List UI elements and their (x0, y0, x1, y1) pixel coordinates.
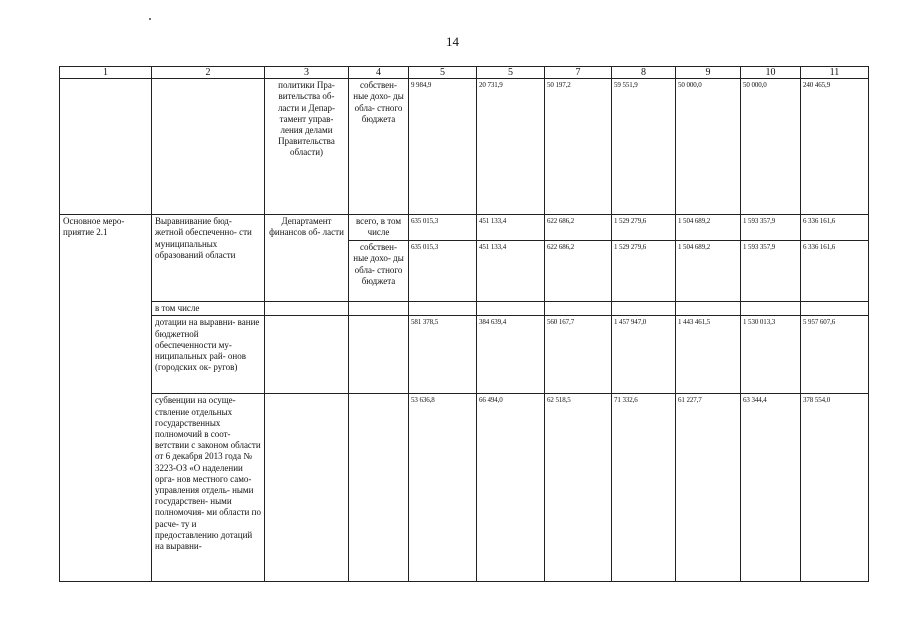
value-cell: 62 518,5 (545, 394, 612, 582)
funding-source-cell: собствен- ные дохо- ды обла- стного бюджета (349, 79, 409, 215)
empty-cell (152, 79, 265, 215)
budget-table (59, 66, 869, 582)
header-cell: 5 (477, 67, 545, 79)
value-cell: 622 686,2 (545, 241, 612, 302)
value-cell: 61 227,7 (676, 394, 741, 582)
value-cell: 50 197,2 (545, 79, 612, 215)
value-cell: 50 000,0 (741, 79, 801, 215)
value-cell: 1 529 279,6 (612, 241, 676, 302)
value-cell: 6 336 161,6 (801, 215, 869, 241)
value-cell: 384 639,4 (477, 316, 545, 394)
empty-cell (801, 302, 869, 316)
scan-speck (149, 18, 151, 20)
empty-cell (676, 302, 741, 316)
value-cell: 5 957 607,6 (801, 316, 869, 394)
value-cell: 66 494,0 (477, 394, 545, 582)
table-row (60, 79, 869, 215)
empty-cell (265, 302, 349, 316)
value-cell: 59 551,9 (612, 79, 676, 215)
empty-cell (265, 394, 349, 582)
value-cell: 1 593 357,9 (741, 215, 801, 241)
including-label: в том числе (152, 302, 265, 316)
value-cell: 1 530 013,3 (741, 316, 801, 394)
page-number: 14 (446, 34, 459, 49)
table-row (60, 302, 869, 316)
funding-source-cell: всего, в том числе (349, 215, 409, 241)
value-cell: 6 336 161,6 (801, 241, 869, 302)
header-cell: 1 (60, 67, 152, 79)
table-row (60, 316, 869, 394)
header-cell: 2 (152, 67, 265, 79)
value-cell: 1 457 947,0 (612, 316, 676, 394)
value-cell: 1 504 689,2 (676, 215, 741, 241)
subsidies-label: дотации на выравни- вание бюджетной обеспеченности му- ниципальных рай- онов (городских ок- ругов) (152, 316, 265, 394)
header-cell: 8 (612, 67, 676, 79)
value-cell: 581 378,5 (409, 316, 477, 394)
value-cell: 63 344,4 (741, 394, 801, 582)
header-cell: 4 (349, 67, 409, 79)
header-cell: 5 (409, 67, 477, 79)
value-cell: 451 133,4 (477, 241, 545, 302)
subventions-label: субвенции на осуще- ствление отдельных государственных полномочий в соот- ветствии с законом области от 6 декабря 2013 года № 3223-ОЗ «О наделении орга- нов местного само- управления отдель- ными государствен- ными полномочия- ми области по расче- ту и предоставлению дотаций на выравни- (152, 394, 265, 582)
value-cell: 635 015,3 (409, 215, 477, 241)
value-cell: 1 443 461,5 (676, 316, 741, 394)
value-cell: 240 465,9 (801, 79, 869, 215)
empty-cell (545, 302, 612, 316)
header-cell: 9 (676, 67, 741, 79)
value-cell: 71 332,6 (612, 394, 676, 582)
executor-cell: политики Пра- вительства об- ласти и Депар- тамент управ- ления делами Правительства области) (265, 79, 349, 215)
empty-cell (612, 302, 676, 316)
value-cell: 53 636,8 (409, 394, 477, 582)
empty-cell (265, 316, 349, 394)
value-cell: 9 984,9 (409, 79, 477, 215)
value-cell: 1 504 689,2 (676, 241, 741, 302)
value-cell: 622 686,2 (545, 215, 612, 241)
funding-source-cell: собствен- ные дохо- ды обла- стного бюджета (349, 241, 409, 302)
empty-cell (349, 302, 409, 316)
empty-cell (349, 394, 409, 582)
empty-cell (60, 79, 152, 215)
value-cell: 635 015,3 (409, 241, 477, 302)
header-cell: 11 (801, 67, 869, 79)
empty-cell (349, 316, 409, 394)
header-row (60, 67, 869, 79)
value-cell: 1 593 357,9 (741, 241, 801, 302)
empty-cell (477, 302, 545, 316)
activity-description-cell: Выравнивание бюд- жетной обеспеченно- сти муниципальных образований области (152, 215, 265, 302)
header-cell: 7 (545, 67, 612, 79)
value-cell: 560 167,7 (545, 316, 612, 394)
value-cell: 451 133,4 (477, 215, 545, 241)
table-row (60, 394, 869, 582)
empty-cell (741, 302, 801, 316)
header-cell: 3 (265, 67, 349, 79)
table-row (60, 215, 869, 241)
value-cell: 50 000,0 (676, 79, 741, 215)
value-cell: 1 529 279,6 (612, 215, 676, 241)
value-cell: 20 731,9 (477, 79, 545, 215)
header-cell: 10 (741, 67, 801, 79)
empty-cell (409, 302, 477, 316)
activity-name-cell: Основное меро- приятие 2.1 (60, 215, 152, 582)
executor-cell: Департамент финансов об- ласти (265, 215, 349, 302)
value-cell: 378 554,0 (801, 394, 869, 582)
